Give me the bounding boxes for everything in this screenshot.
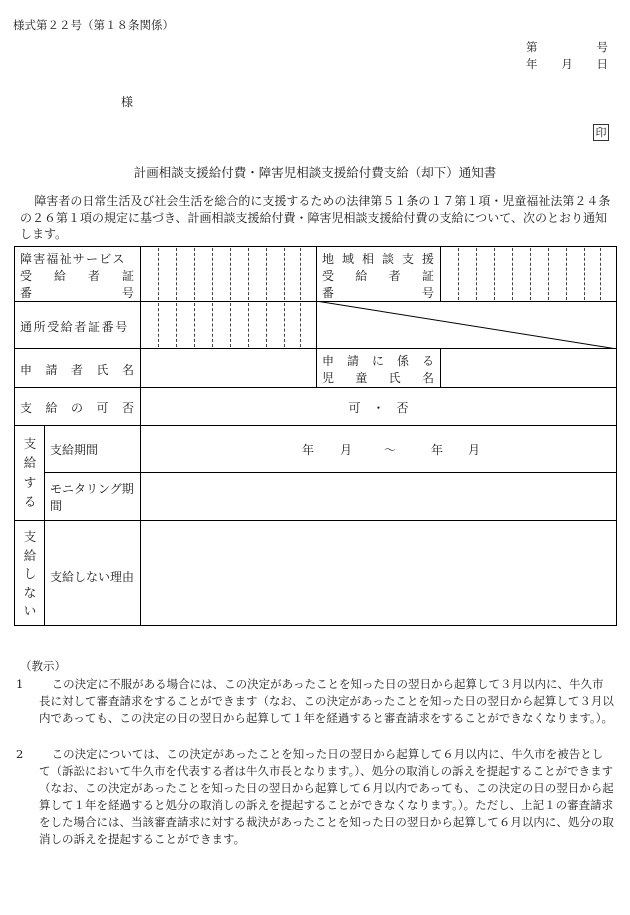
notice-item-number: 2 <box>16 747 24 761</box>
label-char: 請 <box>45 363 58 377</box>
notice-item-text: この決定に不服がある場合には、この決定があったことを知った日の翌日から起算して３月以内に、牛久市長に対して審査請求をすることができます（なお、この決定があったことを知った日の翌日から起算して３月以内であっても、この決定の日の翌日から起算して１年を経過すると審査請求をすることができなくなります。）。 <box>39 677 614 725</box>
label-char: 係 <box>396 354 409 368</box>
deny-reason-label: 支給しない理由 <box>50 570 135 584</box>
label-char: 名 <box>121 363 134 377</box>
label-char: 受 <box>322 269 335 283</box>
vertical-char: し <box>23 566 37 581</box>
label-char: 者 <box>87 269 100 283</box>
label-char: 童 <box>355 371 368 385</box>
label-line <box>322 369 434 386</box>
notice-heading: （教示） <box>20 659 66 673</box>
label-char: 番 <box>20 286 33 300</box>
date-month: 月 <box>561 57 573 71</box>
monitoring-period-label: モニタリング期間 <box>50 482 134 513</box>
vertical-char: 支 <box>23 529 37 544</box>
period-tilde: ～ <box>384 443 397 457</box>
label-char: 地 <box>322 252 335 266</box>
vertical-char: な <box>23 584 37 600</box>
label-char: 号 <box>421 286 434 300</box>
label-char: 児 <box>322 371 335 385</box>
label-char: 者 <box>388 269 401 283</box>
document-number <box>526 39 608 55</box>
grant-vertical-label <box>20 434 40 510</box>
label-line <box>322 284 434 301</box>
applicant-name-label <box>20 361 134 378</box>
intro-paragraph: 障害者の日常生活及び社会生活を総合的に支援するための法律第５１条の１７第１項・児童福祉法第２４条の２６第１項の規定に基づき、計画相談支援給付費・障害児相談支援給付費の支給について、次のとおり通知します。 <box>20 194 611 241</box>
label-char: 給 <box>45 401 58 415</box>
label-line <box>322 250 434 267</box>
notice-item-text: この決定については、この決定があったことを知った日の翌日から起算して６月以内に、牛久市を被告として（訴訟において牛久市を代表する者は牛久市長となります。）、処分の取消しの訴えを提起することができます（なお、この決定があったことを知った日の翌日から起算して６月以内であっても、この決定の日の翌日から起算して１年を経過すると処分の取消しの訴えを提起することができなくなります。）。ただし、上記１の審査請求をした場合には、当該審査請求に対する裁決があったことを知った日の翌日から起算して６月以内に、処分の取消しの訴えを提起することができます。 <box>39 747 614 846</box>
deny-vertical-label <box>20 527 40 619</box>
regional-consult-cert-label <box>322 250 434 298</box>
label-char: の <box>70 401 83 415</box>
label-line <box>20 267 134 284</box>
label-char: 名 <box>421 371 434 385</box>
period-month-start: 月 <box>340 443 353 457</box>
label-char: 支 <box>20 401 33 415</box>
recipient-honorific: 様 <box>121 95 134 109</box>
label-char: 可 <box>96 401 109 415</box>
label-char: 番 <box>322 286 335 300</box>
day-service-cert-label: 通所受給者証番号 <box>20 320 129 334</box>
seal-mark: 印 <box>593 124 609 141</box>
period-year-end: 年 <box>431 443 444 457</box>
vertical-char: い <box>23 603 37 618</box>
label-char: 申 <box>322 354 335 368</box>
vertical-char: 給 <box>23 455 37 471</box>
notice-item <box>16 746 614 848</box>
document-title: 計画相談支援給付費・障害児相談支援給付費支給（却下）通知書 <box>133 165 497 180</box>
label-char: 否 <box>121 401 134 415</box>
label-char: 請 <box>346 354 359 368</box>
welfare-service-cert-label <box>20 250 134 298</box>
label-char: 給 <box>53 269 66 283</box>
label-line: 障害福祉サービス <box>20 252 126 266</box>
period-year-start: 年 <box>302 443 315 457</box>
doc-no-prefix: 第 <box>526 40 538 54</box>
diagonal-strike <box>316 301 617 349</box>
period-month-end: 月 <box>468 443 481 457</box>
date-day: 日 <box>596 57 608 71</box>
form-number: 様式第２２号（第１８条関係） <box>13 18 174 32</box>
notice-item <box>16 676 614 727</box>
label-char: 氏 <box>96 363 109 377</box>
document-date <box>526 56 608 72</box>
vertical-char: 支 <box>23 436 37 451</box>
label-char: 給 <box>355 269 368 283</box>
label-char: 援 <box>421 252 434 266</box>
vertical-char: す <box>23 474 37 490</box>
label-char: 談 <box>381 252 394 266</box>
date-year: 年 <box>526 57 538 71</box>
label-char: 申 <box>20 363 33 377</box>
label-char: 氏 <box>388 371 401 385</box>
label-line <box>322 267 434 284</box>
notice-item-number: 1 <box>16 677 24 691</box>
label-line <box>322 352 434 369</box>
label-char: 証 <box>121 269 134 283</box>
label-char: 支 <box>401 252 414 266</box>
label-char: に <box>371 354 384 368</box>
label-line <box>20 284 134 301</box>
label-char: 証 <box>421 269 434 283</box>
label-char: 号 <box>121 286 134 300</box>
label-char: 受 <box>20 269 33 283</box>
vertical-char: る <box>23 493 37 509</box>
doc-no-suffix: 号 <box>596 40 608 54</box>
label-char: 相 <box>361 252 374 266</box>
approval-label <box>20 399 134 416</box>
label-char: る <box>421 354 434 368</box>
child-name-label <box>322 352 434 384</box>
label-char: 域 <box>341 252 354 266</box>
approval-value: 可 ・ 否 <box>348 401 409 415</box>
grant-period-label: 支給期間 <box>50 443 99 457</box>
label-char: 者 <box>70 363 83 377</box>
vertical-char: 給 <box>23 547 37 563</box>
